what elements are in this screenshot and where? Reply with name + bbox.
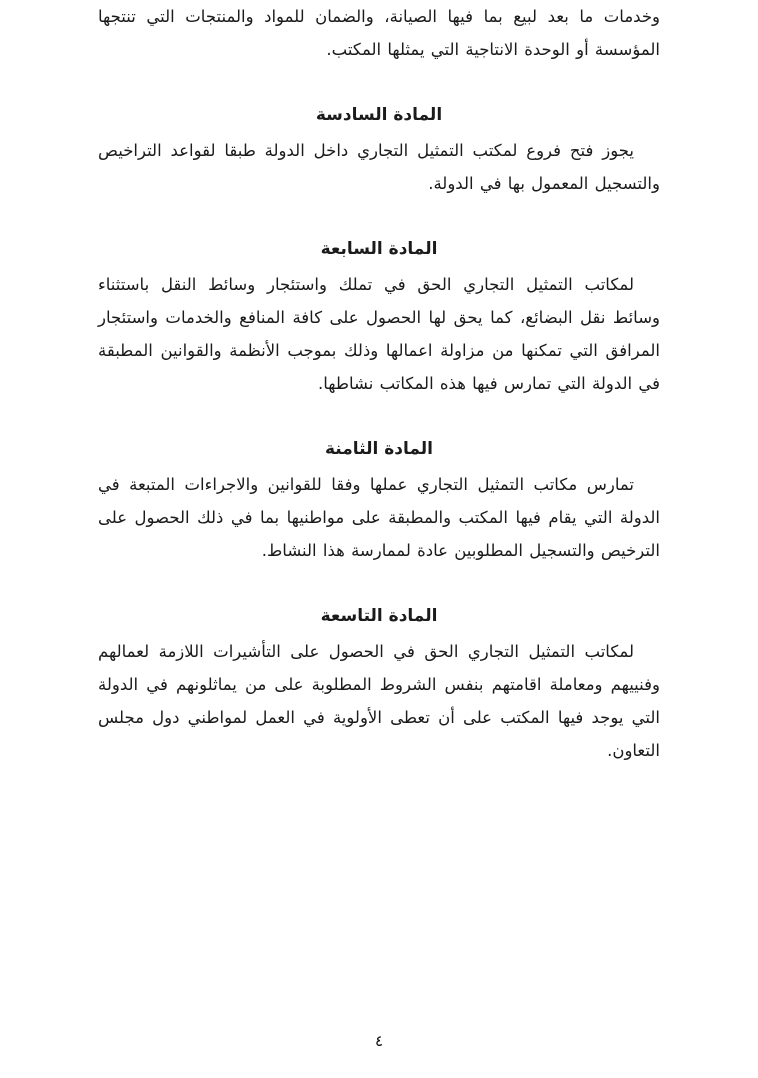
- article-8-body: تمارس مكاتب التمثيل التجاري عملها وفقا للقوانين والاجراءات المتبعة في الدولة التي يقام فيها المكتب والمطبقة على مواطنيها بما في ذلك الحصول على الترخيص والتسجيل المطلوبين عادة لممارسة هذا النشاط.: [98, 475, 660, 560]
- article-6-body: يجوز فتح فروع لمكتب التمثيل التجاري داخل الدولة طبقا لقواعد التراخيص والتسجيل المعمول بها في الدولة.: [98, 141, 660, 193]
- intro-paragraph: وخدمات ما بعد لبيع بما فيها الصيانة، والضمان للمواد والمنتجات التي تنتجها المؤسسة أو الوحدة الانتاجية التي يمثلها المكتب.: [98, 7, 660, 59]
- page-number: ٤: [374, 1032, 384, 1050]
- article-9-heading: المادة التاسعة: [320, 606, 438, 626]
- text-column: [98, 0, 660, 767]
- article-6-heading: المادة السادسة: [315, 105, 443, 125]
- article-8-heading: المادة الثامنة: [325, 439, 433, 459]
- article-7-body: لمكاتب التمثيل التجاري الحق في تملك واستئجار وسائط النقل باستثناء وسائط نقل البضائع، كما يحق لها الحصول على كافة المنافع والخدمات واستئجار المرافق التي تمكنها من مزاولة اعمالها وذلك بموجب الأنظمة والقوانين المطبقة في الدولة التي تمارس فيها هذه المكاتب نشاطها.: [98, 275, 660, 393]
- article-9-body: لمكاتب التمثيل التجاري الحق في الحصول على التأشيرات اللازمة لعمالهم وفنييهم ومعاملة اقامتهم بنفس الشروط المطلوبة على من يماثلونهم في الدولة التي يوجد فيها المكتب على أن تعطى الأولوية في العمل لمواطني دول مجلس التعاون.: [98, 642, 660, 760]
- article-7-heading: المادة السابعة: [320, 239, 438, 259]
